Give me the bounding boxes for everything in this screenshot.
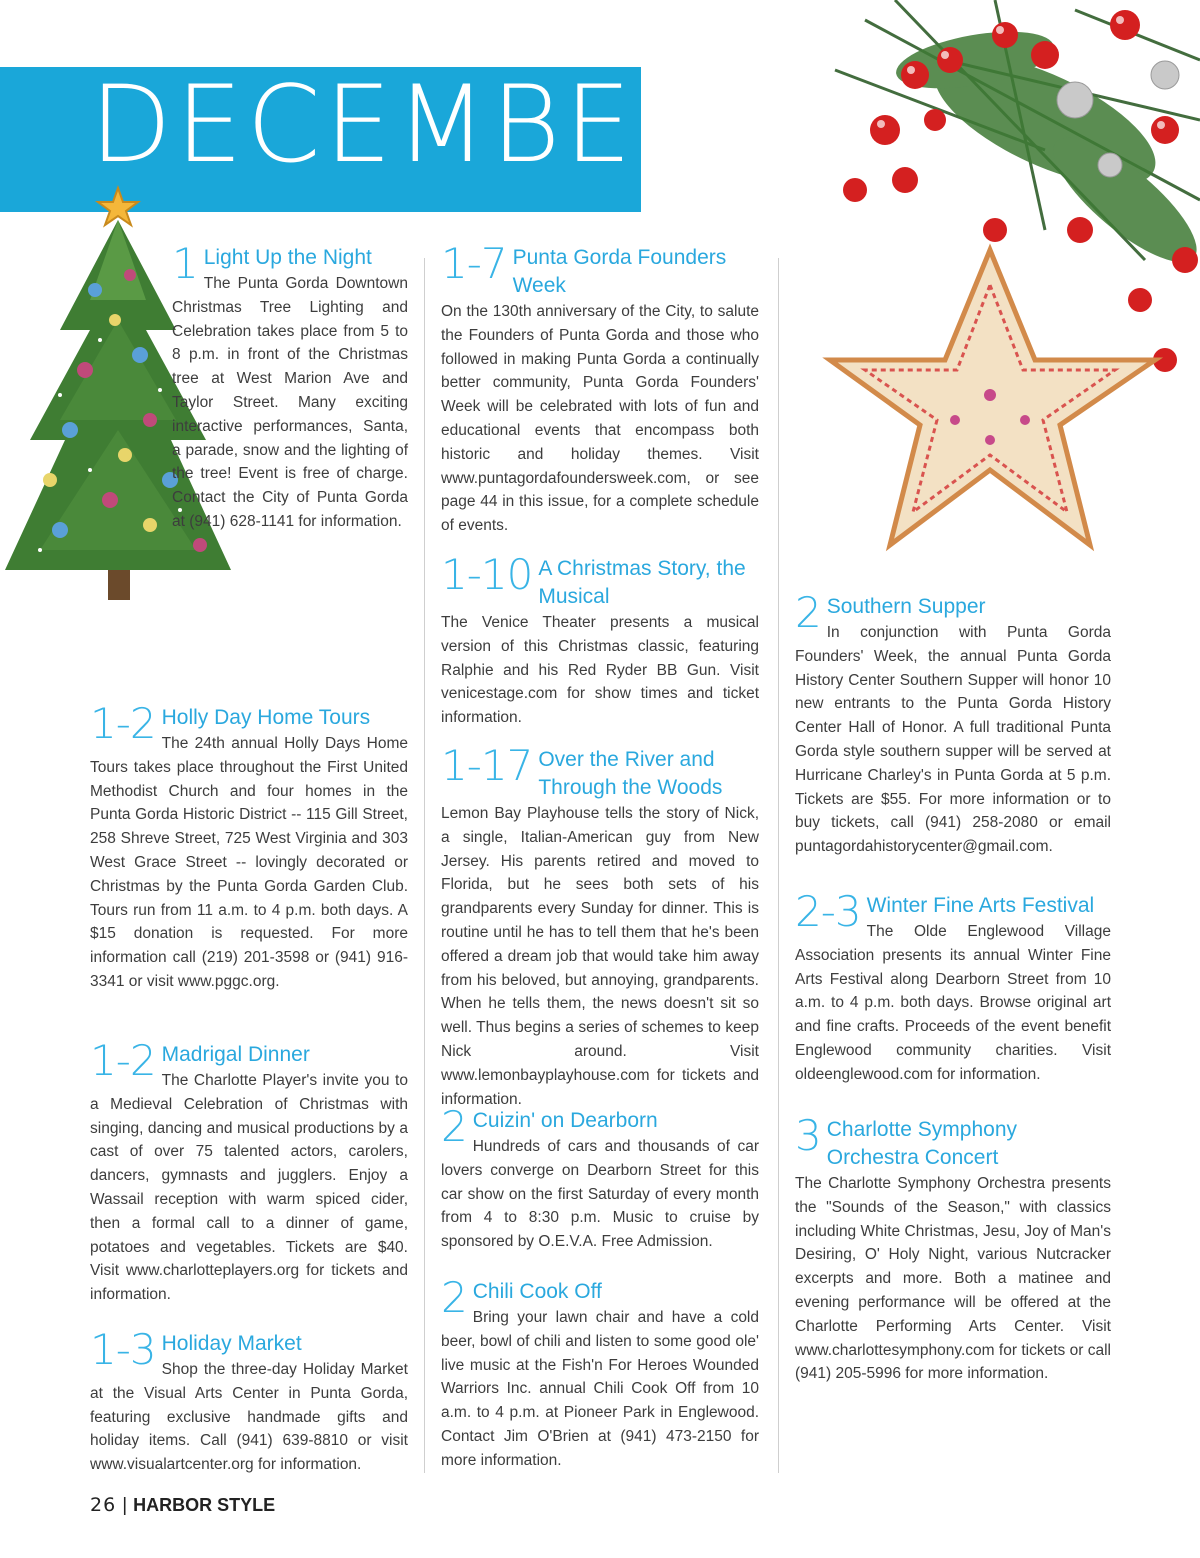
- event-title: Chili Cook Off: [472, 1280, 602, 1303]
- event-title: Holly Day Home Tours: [161, 706, 371, 729]
- event-title: Charlotte Symphony Orchestra Concert: [826, 1118, 1017, 1169]
- event-date: 1-17: [441, 741, 533, 790]
- event-charlotte-symphony: [795, 1111, 1111, 1386]
- event-chili-cook-off: [441, 1273, 759, 1473]
- event-title: Over the River and Through the Woods: [538, 748, 723, 799]
- event-date: 1-3: [90, 1325, 156, 1374]
- event-date: 1-7: [441, 239, 507, 288]
- event-date: 1: [172, 239, 198, 288]
- event-date: 1-2: [90, 699, 156, 748]
- event-date: 3: [795, 1111, 821, 1160]
- event-title: A Christmas Story, the Musical: [538, 557, 746, 608]
- event-description: The Charlotte Player's invite you to a Medieval Celebration of Christmas with singing, dancing and musical productions by a cast of over 75 talented actors, carolers, dancers, gymnasts and jugglers. Enjoy a Wassail reception with warm spiced cider, then a formal call to a dinner of game, potatoes and vegetables. Tickets are $40. Visit www.charlotteplayers.org for tickets and information.: [90, 1072, 408, 1304]
- event-winter-fine-arts-festival: [795, 887, 1111, 1087]
- event-madrigal-dinner: [90, 1036, 408, 1307]
- event-southern-supper: [795, 588, 1111, 859]
- column-divider: [424, 258, 425, 1473]
- page-number: 26: [90, 1494, 117, 1516]
- event-date: 2: [795, 588, 821, 637]
- event-date: 1-10: [441, 550, 533, 599]
- event-date: 2-3: [795, 887, 861, 936]
- event-description: Shop the three-day Holiday Market at the Visual Arts Center in Punta Gorda, featuring exclusive handmade gifts and holiday items. Call (941) 639-8810 or visit www.visualartcenter.org for information.: [90, 1361, 408, 1474]
- event-date: 2: [441, 1102, 467, 1151]
- page-footer: [90, 1494, 275, 1517]
- star-ornament-image: [745, 0, 1200, 575]
- event-date: 2: [441, 1273, 467, 1322]
- event-title: Light Up the Night: [203, 246, 372, 269]
- column-divider: [778, 258, 779, 1473]
- publication-name: HARBOR STYLE: [133, 1495, 276, 1515]
- event-cuizin-on-dearborn: [441, 1102, 759, 1254]
- event-holly-day-home-tours: [90, 699, 408, 994]
- event-title: Holiday Market: [161, 1332, 302, 1355]
- event-description: The Charlotte Symphony Orchestra presents the "Sounds of the Season," with classics including White Christmas, Jesu, Joy of Man's Desiring, O' Holy Night, various Nutcracker excerpts and more. Both a matinee and evening performance will be offered at the Charlotte Performing Arts Center. Visit www.charlottesymphony.com for tickets or call (941) 205-5996 for more information.: [795, 1175, 1111, 1383]
- event-description: On the 130th anniversary of the City, to salute the Founders of Punta Gorda and those who followed in making Punta Gorda a continually better community, Punta Gorda Founders' Week will be celebrated with lots of fun and educational events that encompass both historic and holiday themes. Visit www.puntagordafoundersweek.com, or see page 44 in this issue, for a complete schedule of events.: [441, 303, 759, 535]
- event-title: Southern Supper: [826, 595, 986, 618]
- event-title: Madrigal Dinner: [161, 1043, 310, 1066]
- event-title: Winter Fine Arts Festival: [866, 894, 1095, 917]
- event-title: Punta Gorda Founders Week: [512, 246, 727, 297]
- event-title: Cuizin' on Dearborn: [472, 1109, 658, 1132]
- event-description: The Punta Gorda Downtown Christmas Tree Lighting and Celebration takes place from 5 to 8 p.m. in front of the Christmas tree at West Marion Ave and Taylor Street. Many exciting interactive performances, Santa, a parade, snow and the lighting of the tree! Event is free of charge. Contact the City of Punta Gorda at (941) 628-1141 for information.: [172, 275, 408, 530]
- event-holiday-market: [90, 1325, 408, 1477]
- page-title: DECEMBER: [90, 63, 714, 186]
- event-description: The Venice Theater presents a musical version of this Christmas classic, featuring Ralphie and his Red Ryder BB Gun. Visit venicestage.com for show times and ticket information.: [441, 614, 759, 727]
- event-date: 1-2: [90, 1036, 156, 1085]
- event-description: Bring your lawn chair and have a cold beer, bowl of chili and listen to some good ole' live music at the Fish'n For Heroes Wounded Warriors Inc. annual Chili Cook Off from 10 a.m. to 4 p.m. at Pioneer Park in Englewood. Contact Jim O'Brien at (941) 473-2150 for more information.: [441, 1309, 759, 1469]
- event-light-up-the-night: [172, 239, 408, 534]
- event-description: In conjunction with Punta Gorda Founders' Week, the annual Punta Gorda History Center Southern Supper will honor 10 new entrants to the Punta Gorda History Center Hall of Honor. A full traditional Punta Gorda style southern supper will be served at Hurricane Charley's in Punta Gorda at 5 p.m. Tickets are $55. For more information or to buy tickets, call (941) 258-2080 or email puntagordahistorycenter@gmail.com.: [795, 624, 1111, 856]
- event-punta-gorda-founders-week: [441, 239, 759, 538]
- event-description: Hundreds of cars and thousands of car lovers converge on Dearborn Street for this car show on the first Saturday of every month from 4 to 8:30 p.m. Music to cruise by sponsored by O.E.V.A. Free Admission.: [441, 1138, 759, 1251]
- event-a-christmas-story: [441, 550, 759, 730]
- event-description: The 24th annual Holly Days Home Tours takes place throughout the First United Methodist Church and four homes in the Punta Gorda Historic District -- 115 Gill Street, 258 Shreve Street, 725 West Virginia and 303 West Grace Street -- lovingly decorated or Christmas by the Punta Gorda Garden Club. Tours run from 11 a.m. to 4 p.m. both days. A $15 donation is requested. For more information call (219) 201-3598 or (941) 916-3341 or visit www.pggc.org.: [90, 735, 408, 990]
- footer-separator: |: [122, 1495, 128, 1516]
- event-description: The Olde Englewood Village Association presents its annual Winter Fine Arts Festival along Dearborn Street from 10 a.m. to 4 p.m. both days. Browse original art and fine crafts. Proceeds of the event benefit Englewood community charities. Visit oldeenglewood.com for information.: [795, 923, 1111, 1083]
- event-over-the-river: [441, 741, 759, 1111]
- event-description: Lemon Bay Playhouse tells the story of Nick, a single, Italian-American guy from New Jersey. His parents retired and moved to Florida, but he sees both sets of his grandparents every Sunday for dinner. This is routine until he has to tell them that he's been offered a dream job that would take him away from his beloved, but annoying, grandparents. When he tells them, the news doesn't sit so well. Thus begins a series of schemes to keep Nick around. Visit www.lemonbayplayhouse.com for tickets and information.: [441, 805, 759, 1108]
